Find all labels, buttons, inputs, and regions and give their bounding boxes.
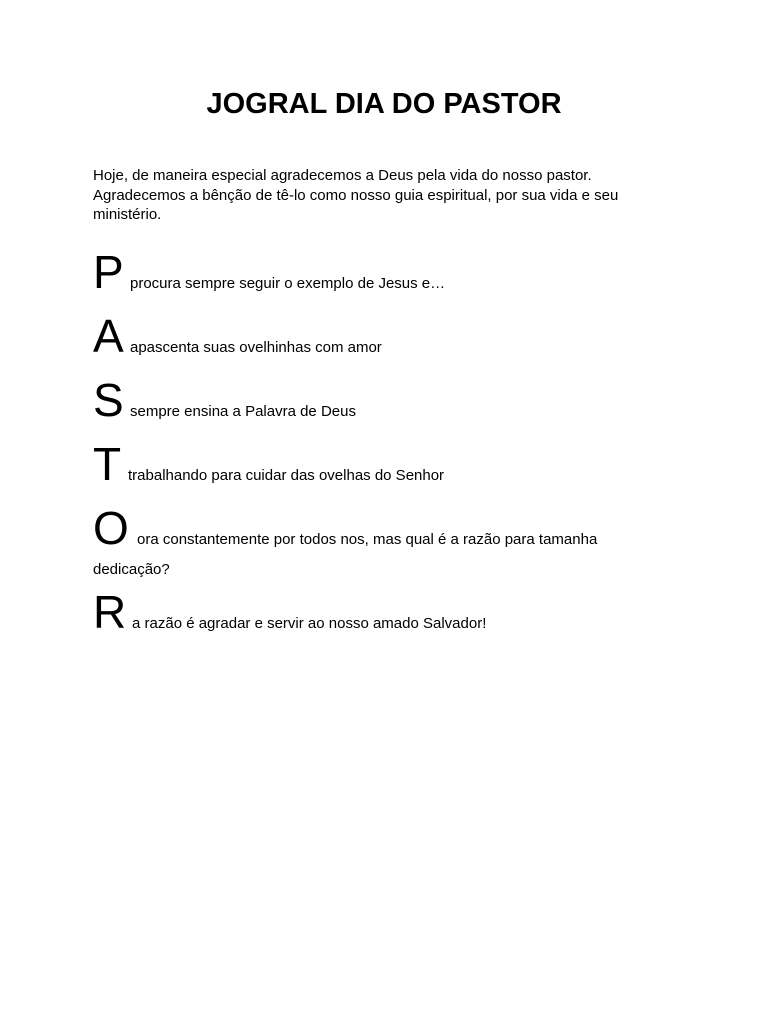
acrostic-verse: apascenta suas ovelhinhas com amor: [130, 339, 382, 356]
acrostic-verse: trabalhando para cuidar das ovelhas do Senhor: [128, 467, 445, 484]
acrostic-letter: T: [93, 438, 122, 490]
acrostic-verse: procura sempre seguir o exemplo de Jesus e…: [130, 275, 446, 292]
acrostic-letter: A: [93, 310, 124, 362]
acrostic-verse: ora constantemente por todos nos, mas qual é a razão para tamanha: [137, 531, 598, 548]
acrostic-line-t: [93, 438, 693, 502]
acrostic-verse: sempre ensina a Palavra de Deus: [130, 403, 356, 420]
acrostic-line-r: [93, 586, 693, 650]
acrostic-verse-continuation: dedicação?: [93, 561, 170, 578]
acrostic-line-s: [93, 374, 693, 438]
acrostic-letter: O: [93, 502, 129, 554]
acrostic-line-p: [93, 246, 693, 310]
acrostic-letter: S: [93, 374, 124, 426]
document-title: JOGRAL DIA DO PASTOR: [206, 88, 562, 120]
acrostic-letter: R: [93, 586, 127, 638]
acrostic-verse: a razão é agradar e servir ao nosso amado Salvador!: [132, 615, 487, 632]
intro-paragraph: Hoje, de maneira especial agradecemos a Deus pela vida do nosso pastor. Agradecemos a bênção de tê-lo como nosso guia espiritual, por sua vida e seu ministério.: [93, 167, 619, 223]
acrostic-line-o: [93, 502, 693, 586]
pastor-acrostic: [93, 246, 693, 650]
acrostic-letter: P: [93, 246, 124, 298]
acrostic-line-a: [93, 310, 693, 374]
